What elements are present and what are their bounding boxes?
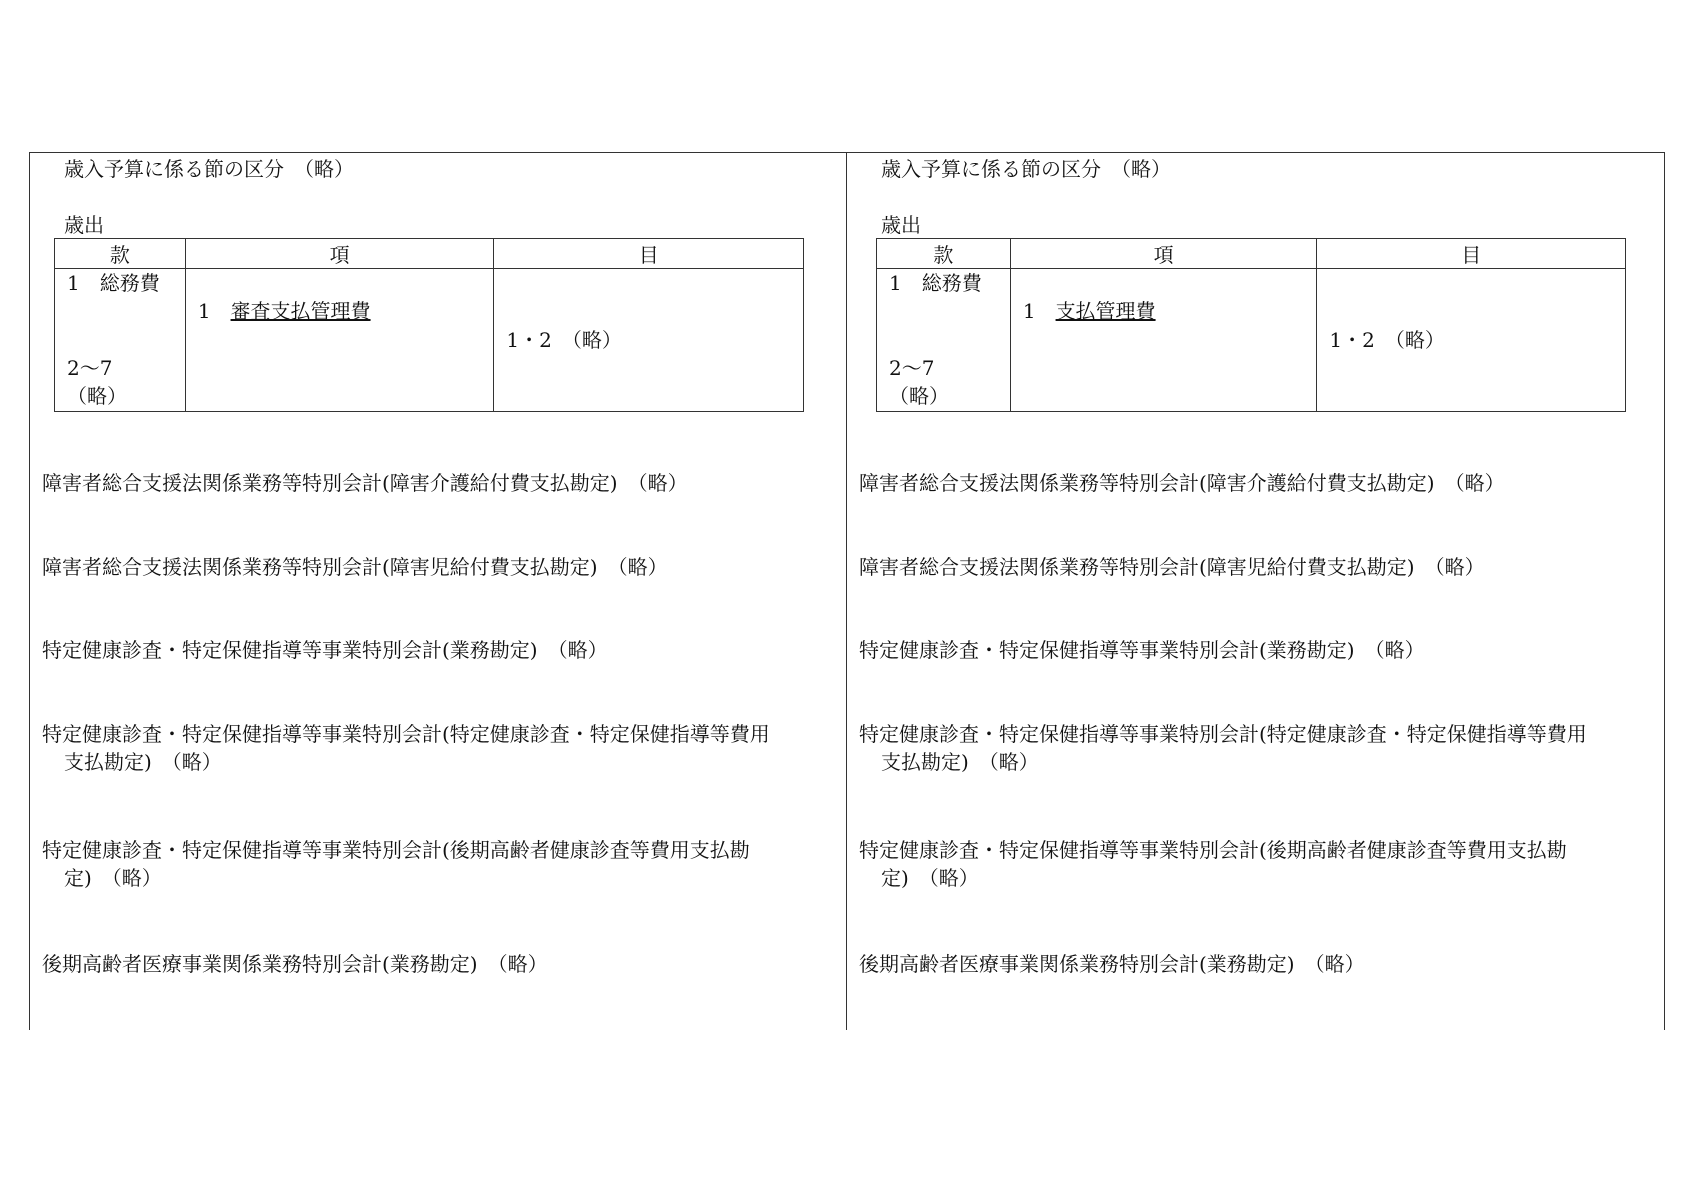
kou-item (1023, 297, 1156, 325)
cell-kan (55, 269, 186, 412)
moku-item: 1・2 （略） (506, 328, 622, 352)
header-kan: 款 (55, 239, 186, 269)
cell-kan (877, 269, 1011, 412)
expenditure-table (876, 238, 1626, 412)
section-1: 障害者総合支援法関係業務等特別会計(障害介護給付費支払勘定) （略） (859, 471, 1505, 495)
expenditure-table (54, 238, 804, 412)
section-4: 特定健康診査・特定保健指導等事業特別会計(特定健康診査・特定保健指導等費用 (42, 722, 770, 746)
section-2: 障害者総合支援法関係業務等特別会計(障害児給付費支払勘定) （略） (42, 555, 668, 579)
section-4-cont: 支払勘定) （略） (64, 750, 222, 774)
header-moku: 目 (1317, 239, 1626, 269)
section-4-cont: 支払勘定) （略） (881, 750, 1039, 774)
section-6: 後期高齢者医療事業関係業務特別会計(業務勘定) （略） (42, 952, 548, 976)
moku-item: 1・2 （略） (1329, 328, 1445, 352)
revenue-heading: 歳入予算に係る節の区分 （略） (64, 157, 354, 181)
kan-1: 1 総務費 (67, 271, 160, 295)
section-1: 障害者総合支援法関係業務等特別会計(障害介護給付費支払勘定) （略） (42, 471, 688, 495)
kan-2: 2〜7 (67, 356, 113, 380)
kan-2-note: （略） (67, 384, 127, 408)
section-5-cont: 定) （略） (881, 866, 979, 890)
right-column (847, 152, 1663, 1030)
expenditure-heading: 歳出 (64, 213, 104, 237)
section-4: 特定健康診査・特定保健指導等事業特別会計(特定健康診査・特定保健指導等費用 (859, 722, 1587, 746)
expenditure-heading: 歳出 (881, 213, 921, 237)
kou-item (198, 297, 371, 325)
cell-moku (1317, 269, 1626, 412)
kou-name: 審査支払管理費 (230, 299, 371, 323)
section-5: 特定健康診査・特定保健指導等事業特別会計(後期高齢者健康診査等費用支払勘 (859, 838, 1567, 862)
header-kou: 項 (185, 239, 494, 269)
kan-1: 1 総務費 (889, 271, 982, 295)
section-5-cont: 定) （略） (64, 866, 162, 890)
kan-2-note: （略） (889, 384, 949, 408)
revenue-heading: 歳入予算に係る節の区分 （略） (881, 157, 1171, 181)
cell-kou (1010, 269, 1317, 412)
section-5: 特定健康診査・特定保健指導等事業特別会計(後期高齢者健康診査等費用支払勘 (42, 838, 750, 862)
kou-num: 1 (1022, 299, 1056, 323)
cell-moku (494, 269, 804, 412)
header-kan: 款 (877, 239, 1011, 269)
header-kou: 項 (1010, 239, 1317, 269)
section-3: 特定健康診査・特定保健指導等事業特別会計(業務勘定) （略） (42, 638, 608, 662)
kou-num: 1 (197, 299, 231, 323)
cell-kou (185, 269, 494, 412)
left-column (30, 152, 846, 1030)
section-3: 特定健康診査・特定保健指導等事業特別会計(業務勘定) （略） (859, 638, 1425, 662)
section-6: 後期高齢者医療事業関係業務特別会計(業務勘定) （略） (859, 952, 1365, 976)
section-2: 障害者総合支援法関係業務等特別会計(障害児給付費支払勘定) （略） (859, 555, 1485, 579)
header-moku: 目 (494, 239, 804, 269)
kou-name: 支払管理費 (1055, 299, 1156, 323)
kan-2: 2〜7 (889, 356, 935, 380)
